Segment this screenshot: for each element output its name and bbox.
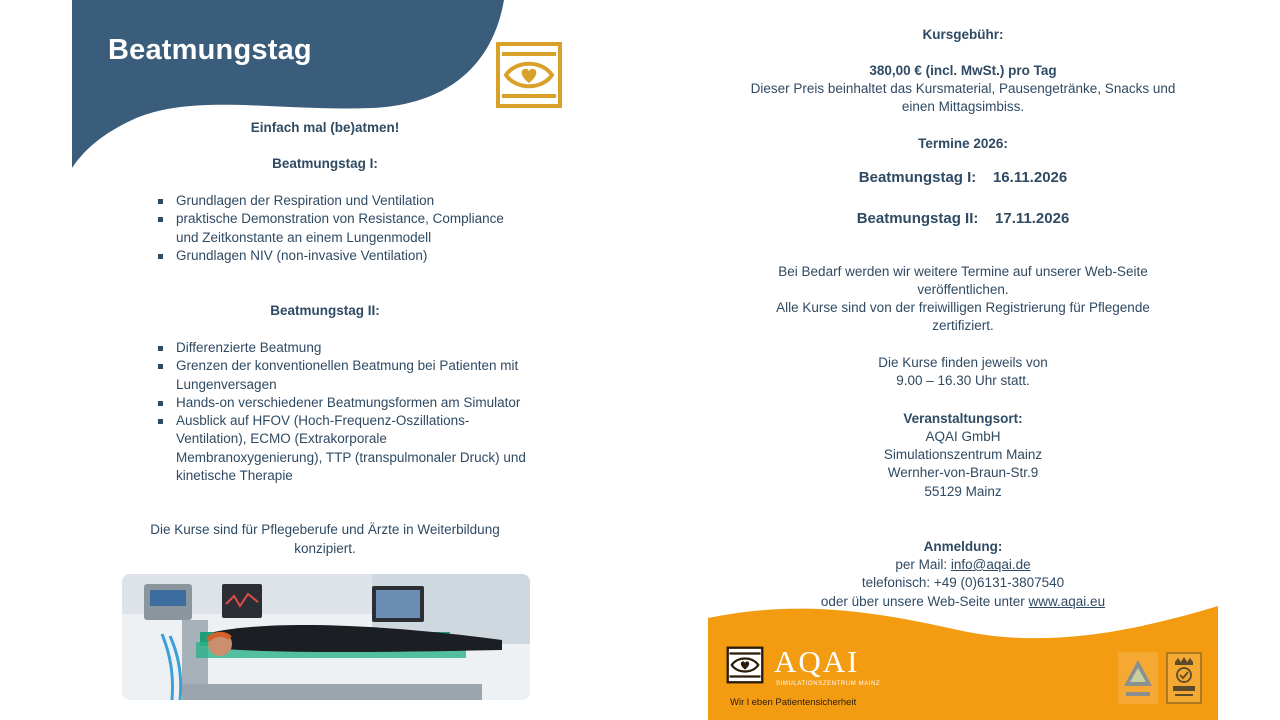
fee-value: 380,00 € (incl. MwSt.) pro Tag — [869, 63, 1057, 78]
course-time-line2: 9.00 – 16.30 Uhr statt. — [896, 373, 1030, 388]
date-row-1 — [708, 169, 1218, 187]
brand-wordmark: AQAI — [774, 644, 860, 679]
left-flyer-page — [72, 0, 578, 720]
venue-line: Simulationszentrum Mainz — [883, 447, 1043, 462]
web-prefix: oder über unsere Web-Seite unter — [820, 594, 1029, 609]
brand-subtitle: SIMULATIONSZENTRUM MAINZ — [776, 681, 881, 687]
day2-topic-list — [158, 339, 530, 485]
email-link[interactable]: info@aqai.de — [950, 557, 1031, 572]
list-item: Ausblick auf HFOV (Hoch-Frequenz-Oszillations-Ventilation), ECMO (Extrakorporale Membranoxygenierung), TTP (transpulmonaler Druck) und kinetische Therapie — [158, 412, 530, 485]
right-flyer-page — [708, 0, 1218, 720]
fee-note: Dieser Preis beinhaltet das Kursmaterial, Pausengetränke, Snacks und einen Mittagsimbiss. — [750, 81, 1176, 115]
venue-label: Veranstaltungsort: — [903, 411, 1023, 426]
date-label: Beatmungstag I: — [858, 169, 977, 186]
registration-mail — [708, 556, 1218, 574]
page-title: Beatmungstag — [108, 34, 312, 66]
list-item: praktische Demonstration von Resistance, Compliance und Zeitkonstante an einem Lungenmodell — [158, 210, 530, 247]
mail-prefix: per Mail: — [895, 557, 951, 572]
list-item: Grundlagen NIV (non-invasive Ventilation) — [158, 247, 530, 265]
course-time-line1: Die Kurse finden jeweils von — [878, 355, 1048, 370]
info-more-dates: Bei Bedarf werden wir weitere Termine auf unserer Web-Seite veröffentlichen. — [778, 264, 1148, 298]
day1-topic-list — [158, 192, 530, 265]
list-item: Grundlagen der Respiration und Ventilation — [158, 192, 530, 210]
day2-heading: Beatmungstag II: — [270, 303, 380, 318]
brand-slogan: Wir l eben Patientensicherheit — [730, 697, 857, 708]
date-value: 17.11.2026 — [995, 210, 1070, 227]
date-value: 16.11.2026 — [992, 169, 1068, 186]
list-item: Differenzierte Beatmung — [158, 339, 530, 357]
certification-triangle-icon — [1118, 652, 1158, 704]
eye-heart-icon — [726, 646, 764, 684]
registration-label: Anmeldung: — [923, 539, 1003, 554]
venue-line: 55129 Mainz — [924, 484, 1002, 499]
venue-line: Wernher-von-Braun-Str.9 — [887, 465, 1039, 480]
simulation-photo — [122, 574, 530, 700]
dates-heading: Termine 2026: — [918, 136, 1008, 151]
website-link[interactable]: www.aqai.eu — [1028, 594, 1106, 609]
audience-note: Die Kurse sind für Pflegeberufe und Ärzte in Weiterbildung konzipiert. — [150, 522, 500, 556]
date-label: Beatmungstag II: — [856, 210, 979, 227]
day1-heading: Beatmungstag I: — [272, 156, 378, 171]
eye-heart-icon — [496, 42, 562, 108]
list-item: Hands-on verschiedener Beatmungsformen am Simulator — [158, 394, 530, 412]
fee-label: Kursgebühr: — [922, 27, 1004, 42]
venue-line: AQAI GmbH — [925, 429, 1001, 444]
date-row-2 — [708, 210, 1218, 228]
registration-phone: telefonisch: +49 (0)6131-3807540 — [861, 575, 1065, 590]
ukas-crown-icon — [1166, 652, 1202, 704]
tagline: Einfach mal (be)atmen! — [250, 120, 400, 135]
info-certification: Alle Kurse sind von der freiwilligen Registrierung für Pflegende zertifiziert. — [776, 300, 1150, 334]
list-item: Grenzen der konventionellen Beatmung bei Patienten mit Lungenversagen — [158, 357, 530, 394]
